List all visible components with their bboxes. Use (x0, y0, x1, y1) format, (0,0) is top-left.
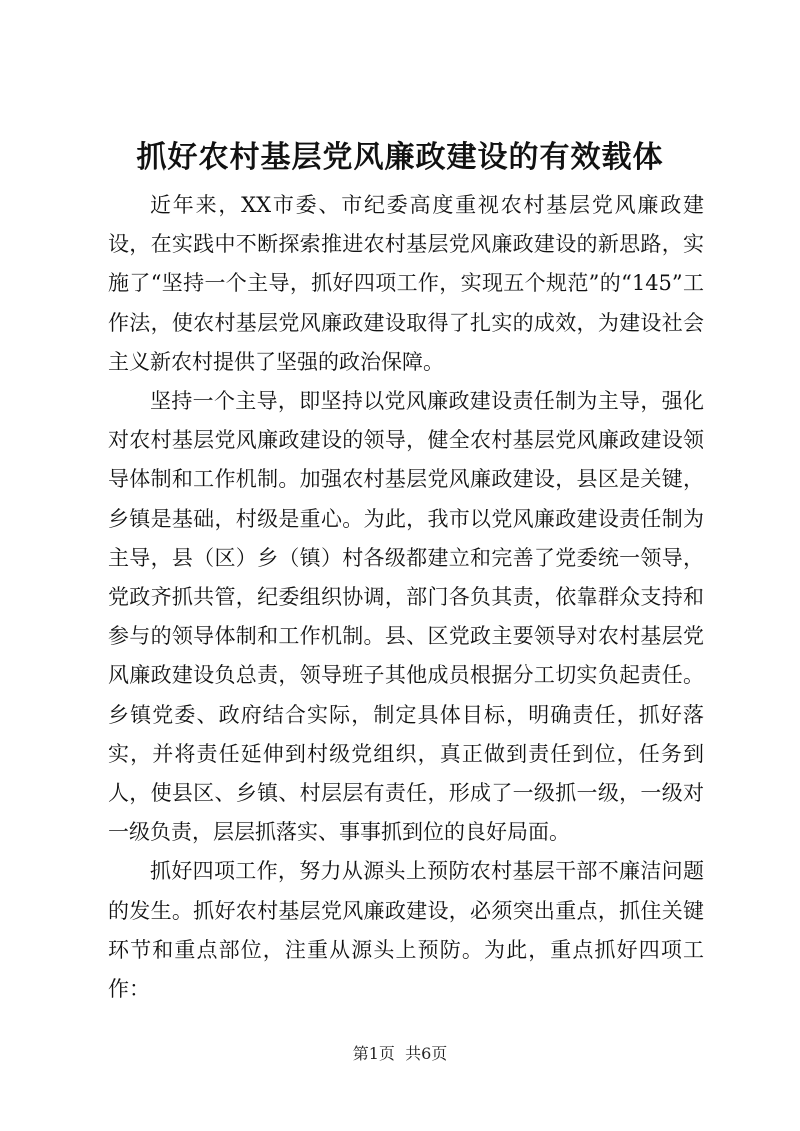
document-title: 抓好农村基层党风廉政建设的有效载体 (136, 140, 664, 175)
paragraph-four-tasks: 抓好四项工作，努力从源头上预防农村基层干部不廉洁问题的发生。抓好农村基层党风廉政建设，必须突出重点，抓住关键环节和重点部位，注重从源头上预防。为此，重点抓好四项工作： (108, 859, 704, 1002)
page-footer (0, 1043, 800, 1065)
paragraph-intro: 近年来，XX市委、市纪委高度重视农村基层党风廉政建设，在实践中不断探索推进农村基层党风廉政建设的新思路，实施了“坚持一个主导，抓好四项工作，实现五个规范”的“145”工作法，使农村基层党风廉政建设取得了扎实的成效，为建设社会主义新农村提供了坚强的政治保障。 (108, 193, 704, 374)
page-number-label: 第1页 共6页 (352, 1044, 448, 1063)
paragraph-leadership: 坚持一个主导，即坚持以党风廉政建设责任制为主导，强化对农村基层党风廉政建设的领导，健全农村基层党风廉政建设领导体制和工作机制。加强农村基层党风廉政建设，县区是关键，乡镇是基础，村级是重心。为此，我市以党风廉政建设责任制为主导，县（区）乡（镇）村各级都建立和完善了党委统一领导，党政齐抓共管，纪委组织协调，部门各负其责，依靠群众支持和参与的领导体制和工作机制。县、区党政主要领导对农村基层党风廉政建设负总责，领导班子其他成员根据分工切实负起责任。乡镇党委、政府结合实际，制定具体目标，明确责任，抓好落实，并将责任延伸到村级党组织，真正做到责任到位，任务到人，使县区、乡镇、村层层有责任，形成了一级抓一级，一级对一级负责，层层抓落实、事事抓到位的良好局面。 (108, 389, 704, 845)
document-body (108, 186, 704, 1009)
